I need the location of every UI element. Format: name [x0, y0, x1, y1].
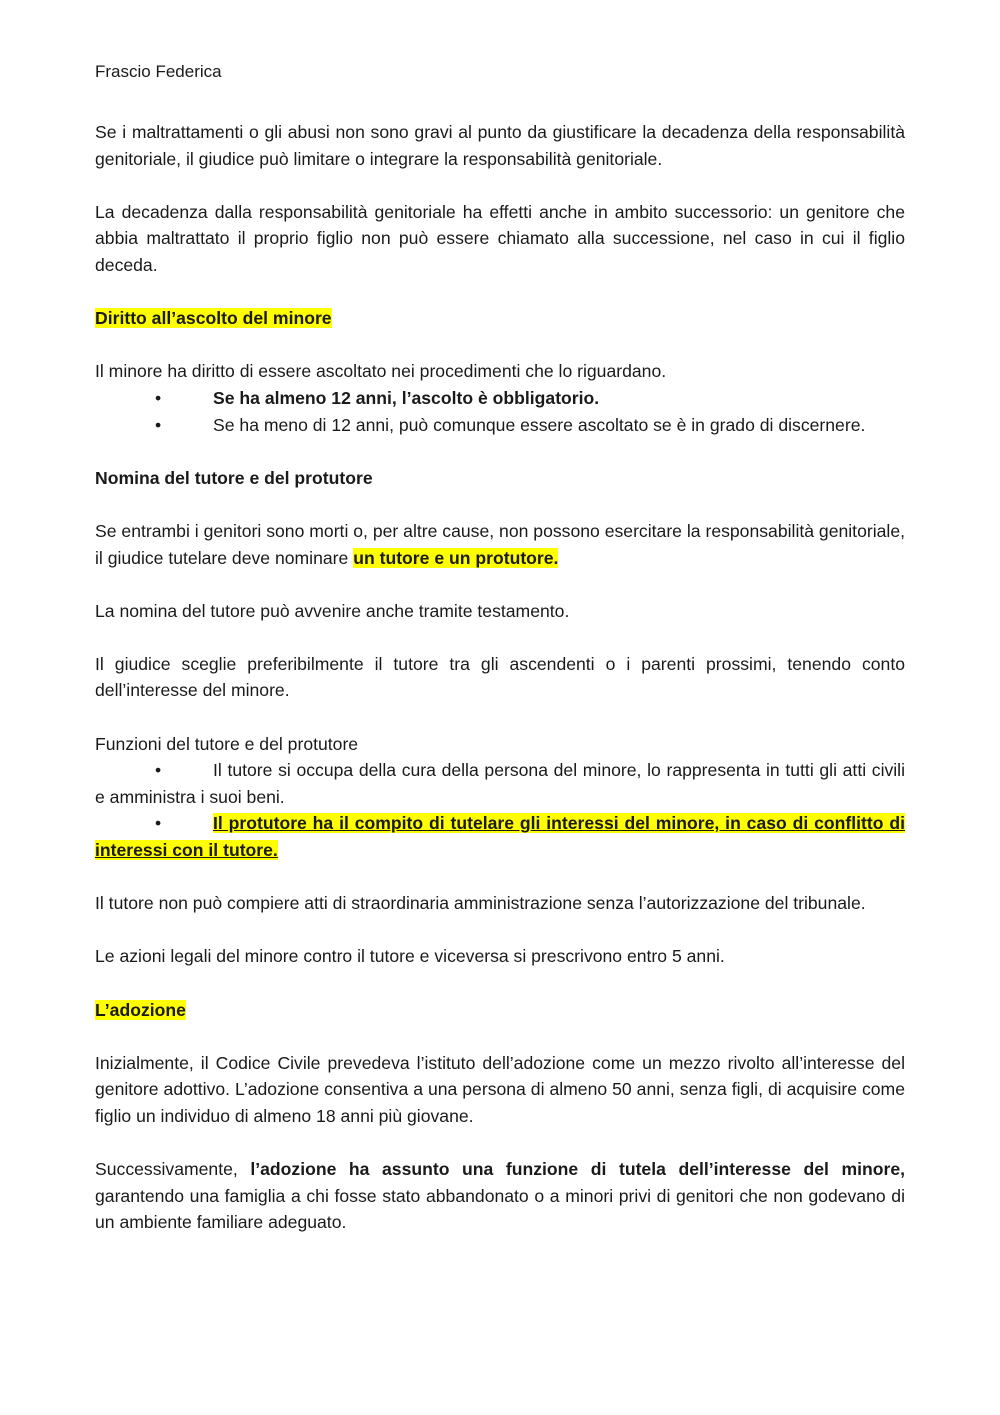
bold-text: l’adozione ha assunto una funzione di tutela dell’interesse del minore,	[250, 1159, 905, 1180]
bullet-icon: •	[155, 387, 162, 408]
highlighted-text: un tutore e un protutore.	[353, 547, 559, 568]
paragraph: La nomina del tutore può avvenire anche tramite testamento.	[95, 600, 570, 621]
highlighted-heading: L’adozione	[95, 999, 186, 1020]
list-item	[95, 757, 905, 810]
bullet-list-ascolto	[95, 385, 905, 438]
bullet-icon: •	[155, 414, 162, 435]
bullet-list-funzioni	[95, 757, 905, 863]
list-item-text: Se ha meno di 12 anni, può comunque essere ascoltato se è in grado di discernere.	[213, 414, 866, 435]
paragraph: Inizialmente, il Codice Civile prevedeva l’istituto dell’adozione come un mezzo rivolto all’interesse del genitore adottivo. L’adozione consentiva a una persona di almeno 50 anni, senza figli, di acquisire come figlio un individuo di almeno 18 anni più giovane.	[95, 1052, 905, 1126]
paragraph: La decadenza dalla responsabilità genitoriale ha effetti anche in ambito successorio: un genitore che abbia maltrattato il proprio figlio non può essere chiamato alla successione, nel caso in cui il figlio deceda.	[95, 201, 905, 275]
paragraph-text: garantendo una famiglia a chi fosse stato abbandonato o a minori privi di genitori che non godevano di un ambiente familiare adeguato.	[95, 1185, 905, 1233]
subheading-funzioni: Funzioni del tutore e del protutore	[95, 733, 359, 754]
paragraph	[95, 1156, 905, 1236]
document-body	[95, 119, 905, 1263]
bullet-icon: •	[155, 760, 162, 781]
paragraph	[95, 518, 905, 571]
bullet-icon: •	[155, 813, 162, 834]
paragraph-text: Successivamente,	[95, 1159, 251, 1180]
paragraph: Il giudice sceglie preferibilmente il tutore tra gli ascendenti o i parenti prossimi, tenendo conto dell’interesse del minore.	[95, 653, 905, 701]
author-header: Frascio Federica	[95, 62, 222, 81]
highlighted-list-item-text: Il protutore ha il compito di tutelare gli interessi del minore, in caso di conflitto di interessi con il tutore.	[95, 813, 905, 861]
section-heading-nomina: Nomina del tutore e del protutore	[95, 467, 373, 488]
section-heading-adozione	[95, 997, 905, 1024]
list-item	[95, 412, 905, 439]
paragraph: Se i maltrattamenti o gli abusi non sono gravi al punto da giustificare la decadenza della responsabilità genitoriale, il giudice può limitare o integrare la responsabilità genitoriale.	[95, 122, 905, 169]
paragraph: Il minore ha diritto di essere ascoltato nei procedimenti che lo riguardano.	[95, 361, 667, 382]
paragraph: Le azioni legali del minore contro il tutore e viceversa si prescrivono entro 5 anni.	[95, 946, 725, 967]
list-item-text: Se ha almeno 12 anni, l’ascolto è obbligatorio.	[213, 387, 600, 408]
list-item	[95, 810, 905, 863]
list-item	[95, 385, 905, 412]
section-heading-ascolto	[95, 305, 905, 332]
highlighted-heading: Diritto all’ascolto del minore	[95, 308, 332, 329]
paragraph: Il tutore non può compiere atti di straordinaria amministrazione senza l’autorizzazione del tribunale.	[95, 893, 866, 914]
paragraph-text: Se entrambi i genitori sono morti o, per altre cause, non possono esercitare la responsabilità genitoriale, il giudice tutelare deve nominare	[95, 520, 905, 568]
list-item-text: Il tutore si occupa della cura della persona del minore, lo rappresenta in tutti gli atti civili e amministra i suoi beni.	[95, 760, 905, 807]
